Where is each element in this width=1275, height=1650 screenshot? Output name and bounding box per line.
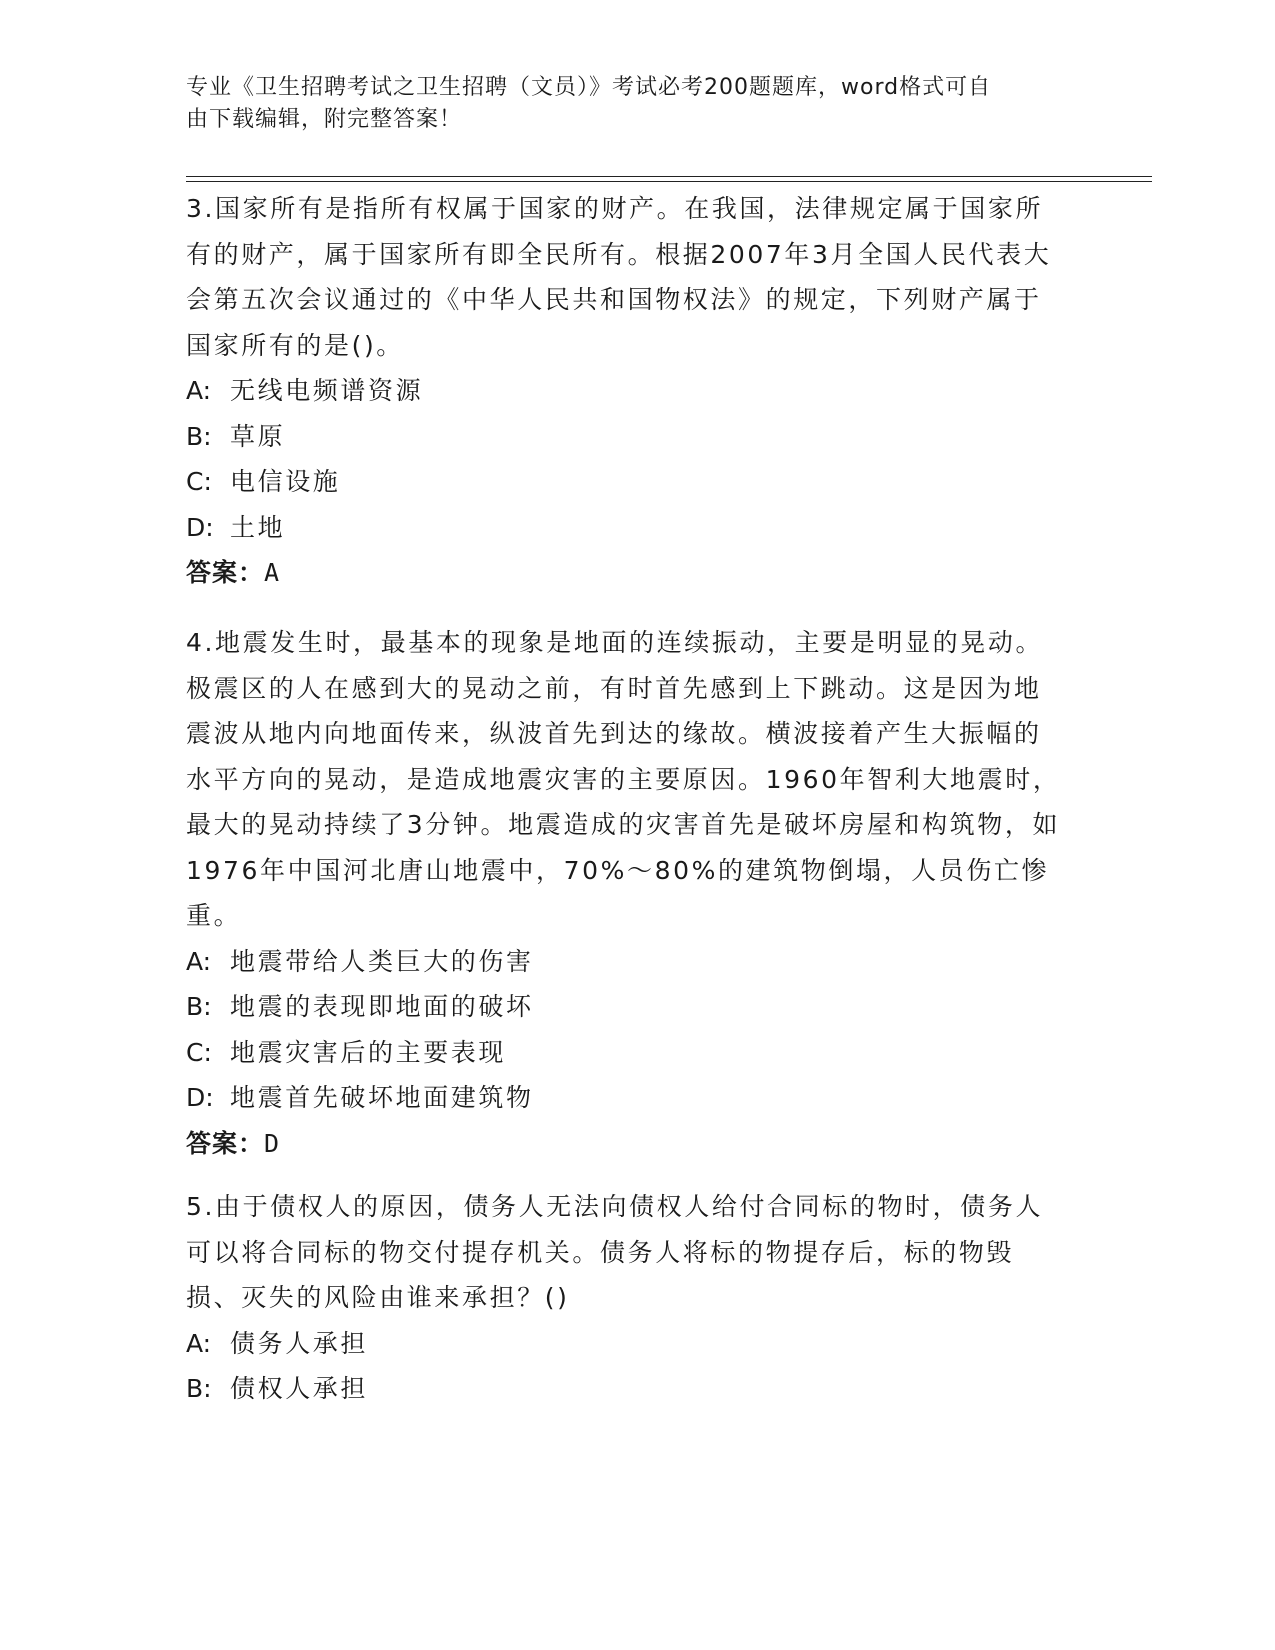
option-text: 无线电频谱资源 (230, 376, 424, 405)
header-line-2: 由下载编辑，附完整答案！ (186, 107, 463, 132)
question-stem: 4.地震发生时，最基本的现象是地面的连续振动，主要是明显的晃动。极震区的人在感到大的晃动之前，有时首先感到上下跳动。这是因为地震波从地内向地面传来，纵波首先到达的缘故。横波接着产生大振幅的水平方向的晃动，是造成地震灾害的主要原因。1960年智利大地震时，最大的晃动持续了3分钟。地震造成的灾害首先是破坏房屋和构筑物，如1976年中国河北唐山地震中，70%～80%的建筑物倒塌，人员伤亡惨重。 (186, 628, 1061, 930)
option-text: 债务人承担 (230, 1328, 369, 1358)
option-letter: B: (186, 421, 212, 451)
option-letter: A: (186, 376, 212, 405)
option-a (186, 1321, 1066, 1367)
question-stem: 3.国家所有是指所有权属于国家的财产。在我国，法律规定属于国家所有的财产，属于国家所有即全民所有。根据2007年3月全国人民代表大会第五次会议通过的《中华人民共和国物权法》的规定，下列财产属于国家所有的是()。 (186, 194, 1052, 360)
option-list (186, 939, 1066, 1121)
question-4 (186, 620, 1066, 1166)
option-text: 地震带给人类巨大的伤害 (230, 946, 534, 976)
option-letter: A: (186, 946, 212, 976)
option-c (186, 459, 1066, 505)
answer-value: A (264, 558, 281, 587)
answer-value: D (264, 1128, 281, 1158)
question-stem: 5.由于债权人的原因，债务人无法向债权人给付合同标的物时，债务人可以将合同标的物交付提存机关。债务人将标的物提存后，标的物毁损、灭失的风险由谁来承担？() (186, 1192, 1044, 1312)
answer-line (186, 1121, 1066, 1167)
option-a (186, 939, 1066, 985)
option-text: 土地 (230, 512, 286, 542)
answer-label: 答案： (186, 1128, 265, 1158)
option-text: 地震的表现即地面的破坏 (230, 992, 534, 1021)
option-letter: B: (186, 1374, 212, 1403)
option-b (186, 984, 1066, 1030)
question-3 (186, 186, 1066, 596)
option-b (186, 1366, 1066, 1412)
option-letter: C: (186, 1037, 212, 1067)
option-text: 地震灾害后的主要表现 (230, 1037, 507, 1067)
option-list (186, 368, 1066, 550)
option-list (186, 1321, 1066, 1412)
option-d (186, 505, 1066, 551)
header-rule-bottom (186, 181, 1152, 182)
option-c (186, 1030, 1066, 1076)
option-letter: D: (186, 512, 214, 542)
answer-line (186, 550, 1066, 596)
option-text: 地震首先破坏地面建筑物 (230, 1083, 534, 1112)
option-letter: A: (186, 1328, 212, 1358)
option-d (186, 1075, 1066, 1121)
option-text: 草原 (230, 421, 286, 451)
question-5 (186, 1184, 1066, 1412)
option-letter: C: (186, 467, 212, 496)
option-text: 债权人承担 (230, 1374, 369, 1403)
option-b (186, 414, 1066, 460)
option-letter: D: (186, 1083, 214, 1112)
header-rule-top (186, 176, 1152, 177)
document-header (186, 72, 1066, 136)
option-text: 电信设施 (230, 467, 341, 496)
header-line-1: 专业《卫生招聘考试之卫生招聘（文员）》考试必考200题题库，word格式可自 (186, 75, 992, 100)
option-a (186, 368, 1066, 414)
option-letter: B: (186, 992, 212, 1021)
answer-label: 答案： (186, 558, 265, 587)
